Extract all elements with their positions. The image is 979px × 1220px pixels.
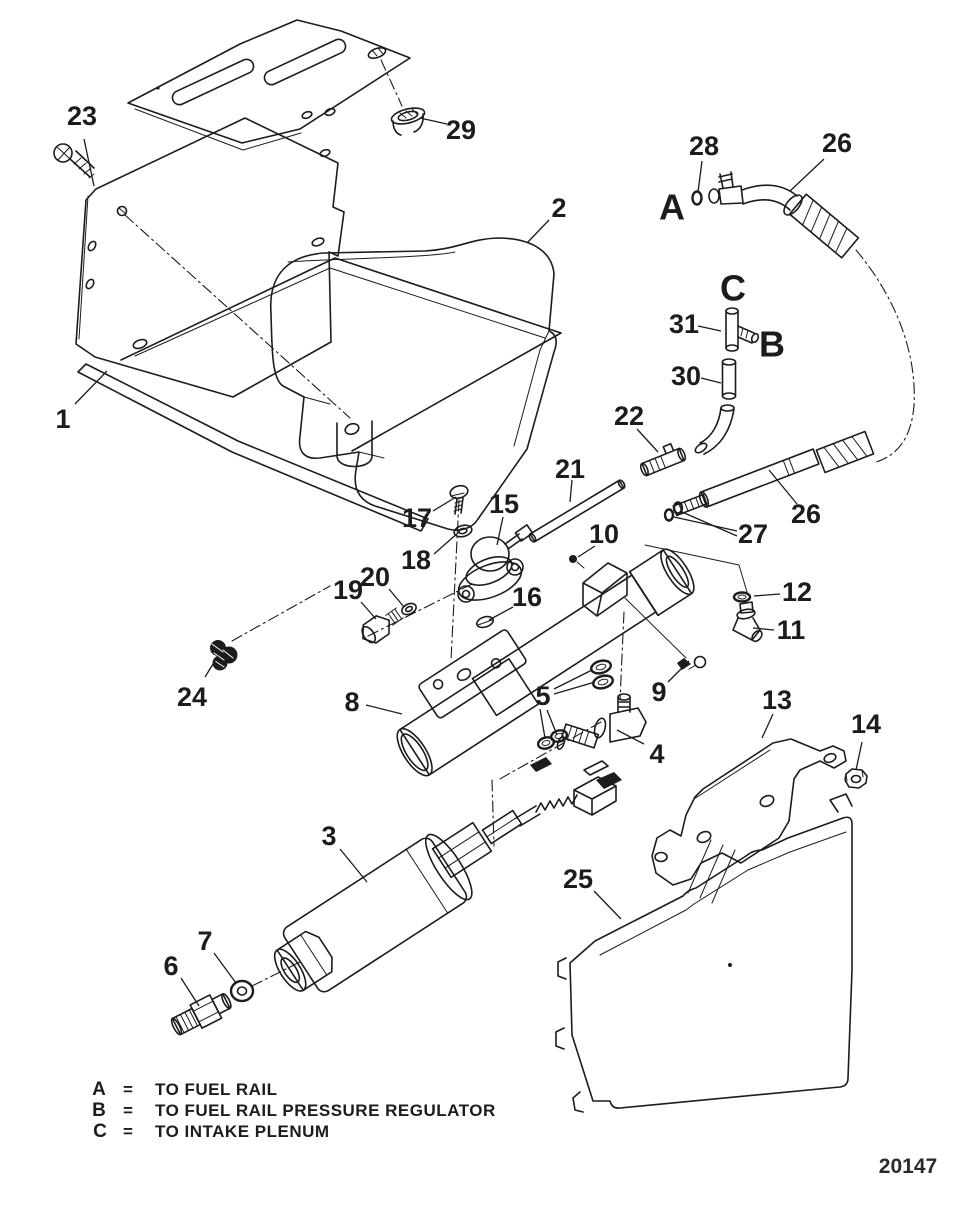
legend-eq-c: = bbox=[123, 1122, 133, 1141]
screw-9-part bbox=[689, 665, 696, 669]
leader-26 bbox=[790, 159, 824, 191]
screw-10 bbox=[569, 555, 584, 568]
fuel-pump-3-part-part bbox=[281, 835, 470, 995]
cover-2-part bbox=[337, 421, 372, 467]
fuel-pump-3-part bbox=[281, 829, 480, 995]
callout-26: 26 bbox=[821, 128, 853, 158]
linework bbox=[54, 20, 914, 1112]
screw-23-part bbox=[57, 147, 69, 160]
elbow-4-part bbox=[610, 708, 646, 742]
callout-17: 17 bbox=[401, 503, 433, 533]
grommets-24 bbox=[210, 640, 238, 671]
fitting-22-part bbox=[649, 456, 665, 473]
hose-30-part bbox=[723, 362, 736, 396]
orings-5-part bbox=[597, 678, 608, 686]
bracket-13-part bbox=[655, 853, 667, 862]
callout-18: 18 bbox=[400, 545, 432, 575]
leader-13 bbox=[762, 714, 773, 738]
nut-14-part bbox=[852, 776, 861, 783]
leader-11 bbox=[753, 628, 774, 630]
leader-1 bbox=[75, 371, 107, 404]
drawing-number: 20147 bbox=[878, 1155, 938, 1178]
washer-18 bbox=[453, 523, 473, 538]
harness-spring bbox=[536, 795, 577, 812]
leader-7 bbox=[214, 953, 236, 983]
bracket-13-part bbox=[823, 752, 837, 764]
hose-assembly-26-lower-part-part bbox=[783, 458, 794, 475]
bracket-13-part bbox=[694, 750, 770, 799]
bracket-13 bbox=[652, 739, 846, 885]
orings-27-part bbox=[665, 510, 673, 521]
leader-28 bbox=[698, 161, 702, 192]
leader-23 bbox=[84, 139, 94, 186]
callout-22: 22 bbox=[613, 401, 645, 431]
hose-30-part bbox=[721, 405, 734, 411]
oring-12-part bbox=[738, 595, 746, 599]
callout-20: 20 bbox=[359, 562, 391, 592]
cover-2-part bbox=[344, 422, 361, 436]
leader-16 bbox=[489, 607, 513, 620]
legend-eq-b: = bbox=[123, 1101, 133, 1120]
leader-27 bbox=[674, 517, 737, 531]
regulator-15-part bbox=[463, 591, 470, 598]
screw-9-part bbox=[695, 657, 706, 668]
grommet-29 bbox=[390, 105, 426, 135]
fuel-rail-8-part-part bbox=[455, 667, 472, 683]
screw-10-part bbox=[577, 562, 584, 568]
leader-30 bbox=[701, 378, 721, 383]
bolt-19-part bbox=[359, 624, 378, 644]
hose-assembly-26-lower-part bbox=[816, 431, 873, 472]
washer-18-part bbox=[453, 523, 473, 538]
bolt-17-part bbox=[451, 493, 464, 496]
hose-assembly-26-lower-part-part bbox=[673, 495, 706, 516]
nut-14 bbox=[845, 769, 867, 788]
bracket-13-part bbox=[759, 794, 776, 809]
callout-15: 15 bbox=[488, 489, 520, 519]
leader-18 bbox=[434, 532, 459, 554]
callout-9: 9 bbox=[651, 677, 667, 707]
elbow-4-part bbox=[593, 717, 608, 739]
fuel-pump-3-part bbox=[516, 806, 540, 826]
fitting-6 bbox=[168, 988, 235, 1039]
hose-30-part bbox=[723, 359, 736, 365]
screw-10-part bbox=[569, 555, 577, 563]
callout-28: 28 bbox=[688, 131, 720, 161]
legend-key-a: A bbox=[92, 1079, 106, 1100]
bracket-13-part bbox=[652, 739, 846, 885]
orings-5-part bbox=[595, 663, 606, 671]
leader-22 bbox=[637, 429, 658, 452]
leader-8 bbox=[366, 705, 402, 714]
callout-29: 29 bbox=[445, 115, 477, 145]
screw-23 bbox=[54, 144, 94, 178]
tee-fitting-31-part bbox=[726, 308, 738, 314]
legend-eq-a: = bbox=[123, 1080, 133, 1099]
washer-7-part bbox=[231, 981, 253, 1001]
leader-27 bbox=[682, 512, 737, 536]
plug-16 bbox=[475, 615, 494, 630]
mounting-bracket-1-part bbox=[119, 208, 126, 214]
bolt-17-part bbox=[449, 484, 469, 500]
orings-5-part bbox=[592, 674, 614, 691]
hose-assembly-26-upper-part bbox=[719, 186, 743, 204]
leader-3 bbox=[340, 849, 367, 882]
mounting-bracket-1-part bbox=[85, 278, 96, 290]
cover-25-part bbox=[600, 832, 846, 955]
legend-label-a: TO FUEL RAIL bbox=[155, 1080, 278, 1099]
cover-25-part bbox=[830, 794, 852, 812]
centerlines-part bbox=[381, 60, 402, 106]
harness-connector-part bbox=[530, 757, 552, 772]
callout-7: 7 bbox=[197, 926, 213, 956]
centerlines-part bbox=[232, 586, 330, 641]
tee-fitting-31-part bbox=[726, 311, 738, 348]
legend-key-b: B bbox=[92, 1100, 106, 1121]
oring-12-part bbox=[734, 593, 750, 602]
harness-connector-part bbox=[584, 761, 608, 775]
flow-letter-B: B bbox=[759, 323, 785, 365]
tee-fitting-31 bbox=[726, 308, 760, 351]
orings-5-part bbox=[590, 659, 612, 676]
callout-11: 11 bbox=[776, 615, 806, 645]
callout-25: 25 bbox=[562, 864, 594, 894]
leader-2 bbox=[527, 220, 549, 243]
mounting-bracket-1-part bbox=[324, 107, 335, 116]
washer-20-part bbox=[400, 601, 418, 616]
regulator-15-part bbox=[507, 559, 523, 575]
elbow-11 bbox=[733, 602, 764, 643]
bolt-19 bbox=[357, 604, 406, 648]
fuel-rail-8-part-part bbox=[432, 678, 444, 690]
mounting-bracket-1-part bbox=[367, 46, 387, 61]
mounting-bracket-1-part bbox=[128, 20, 410, 143]
leader-20 bbox=[389, 589, 404, 607]
legend-label-b: TO FUEL RAIL PRESSURE REGULATOR bbox=[155, 1101, 496, 1120]
legend bbox=[92, 1079, 496, 1142]
callout-13: 13 bbox=[761, 685, 793, 715]
mounting-bracket-1-part bbox=[311, 237, 325, 248]
callout-2: 2 bbox=[551, 193, 567, 223]
callout-16: 16 bbox=[511, 582, 543, 612]
hose-assembly-26-upper-part-part bbox=[790, 194, 859, 258]
pump-hex-nut bbox=[269, 927, 339, 996]
hose-assembly-26-lower-part bbox=[673, 495, 706, 516]
callout-12: 12 bbox=[781, 577, 813, 607]
leader-31 bbox=[698, 326, 721, 331]
callout-10: 10 bbox=[588, 519, 620, 549]
mounting-bracket-1-part bbox=[319, 148, 330, 157]
leader-5 bbox=[540, 709, 545, 738]
leader-14 bbox=[856, 742, 862, 770]
washer-7 bbox=[231, 981, 253, 1001]
washer-18-part bbox=[458, 528, 467, 535]
oring-12 bbox=[734, 593, 750, 602]
callout-27: 27 bbox=[737, 519, 769, 549]
hose-assembly-26-lower-part-part bbox=[816, 431, 873, 472]
callout-6: 6 bbox=[163, 951, 179, 981]
centerlines-part bbox=[620, 612, 624, 700]
leader-29 bbox=[420, 118, 447, 124]
callout-4: 4 bbox=[649, 739, 665, 769]
mounting-bracket-1-part bbox=[121, 258, 561, 451]
callout-31: 31 bbox=[668, 309, 700, 339]
elbow-11-part bbox=[750, 629, 764, 643]
screw-9-part bbox=[677, 658, 691, 670]
callout-26: 26 bbox=[790, 499, 822, 529]
callout-14: 14 bbox=[850, 709, 882, 739]
callout-23: 23 bbox=[66, 101, 98, 131]
mounting-bracket-1-part bbox=[262, 37, 348, 87]
mounting-bracket-1-part bbox=[135, 109, 301, 150]
mounting-bracket-1-part bbox=[87, 240, 98, 252]
regulator-15-part bbox=[471, 537, 509, 571]
mounting-bracket-1-part bbox=[135, 268, 545, 356]
callout-30: 30 bbox=[670, 361, 702, 391]
callout-3: 3 bbox=[321, 821, 337, 851]
hose-assembly-26-upper-part bbox=[719, 172, 733, 188]
fitting-22 bbox=[636, 440, 686, 476]
orings-5-part bbox=[542, 740, 551, 747]
cover-25-part bbox=[728, 963, 732, 967]
hose-assembly-26-upper-part bbox=[709, 189, 719, 203]
leader-5 bbox=[547, 710, 557, 735]
callout-19: 19 bbox=[332, 575, 364, 605]
leader-19 bbox=[361, 602, 376, 619]
callout-5: 5 bbox=[535, 681, 551, 711]
fuel-pump-3-part bbox=[483, 810, 522, 843]
leader-5 bbox=[554, 682, 595, 694]
mounting-bracket-1-part bbox=[79, 196, 88, 339]
leader-6 bbox=[181, 978, 199, 1006]
callout-24: 24 bbox=[176, 682, 208, 712]
flow-letter-C: C bbox=[720, 267, 746, 309]
cover-25-part bbox=[570, 817, 852, 1108]
hose-30-part bbox=[700, 408, 734, 454]
fuel-rail-8-part bbox=[418, 528, 700, 746]
washer-20-part bbox=[405, 606, 413, 613]
callout-1: 1 bbox=[55, 404, 71, 434]
mounting-bracket-1 bbox=[76, 20, 561, 531]
stray-dot bbox=[156, 86, 159, 89]
leader-5 bbox=[554, 670, 592, 689]
nut-14-part bbox=[845, 769, 867, 788]
grommet-29-part bbox=[390, 105, 426, 127]
legend-label-c: TO INTAKE PLENUM bbox=[155, 1122, 330, 1141]
callout-8: 8 bbox=[344, 687, 360, 717]
callout-labels bbox=[55, 101, 881, 981]
flow-letter-A: A bbox=[659, 186, 685, 228]
callout-21: 21 bbox=[554, 454, 586, 484]
hose-assembly-26-upper bbox=[709, 172, 858, 258]
legend-key-c: C bbox=[93, 1121, 107, 1142]
oring-28 bbox=[693, 192, 702, 205]
fuel-pump-3-part-part bbox=[406, 849, 447, 913]
hose-assembly-26-upper-part bbox=[742, 185, 797, 210]
washer-20 bbox=[400, 601, 418, 616]
leader-17 bbox=[433, 497, 456, 511]
centerlines-part bbox=[492, 780, 494, 846]
leader-12 bbox=[754, 594, 780, 596]
elbow-11-part bbox=[733, 618, 760, 640]
washer-7-part bbox=[238, 987, 247, 995]
fuel-rail-8-part bbox=[391, 659, 539, 781]
assembly-line-9 bbox=[625, 598, 686, 658]
cover-25-part bbox=[556, 958, 583, 1112]
mounting-bracket-1-part bbox=[301, 110, 312, 119]
mounting-bracket-1-part bbox=[170, 57, 256, 107]
leader-25 bbox=[594, 891, 621, 919]
cover-2-part bbox=[288, 252, 455, 262]
centerlines-part bbox=[451, 500, 459, 660]
tee-fitting-31-part bbox=[726, 345, 738, 351]
harness-connector-part bbox=[596, 772, 622, 789]
hose-assembly-26-upper-part bbox=[790, 194, 859, 258]
fuel-pump-3-part-part bbox=[487, 817, 517, 837]
hose-30-part bbox=[723, 393, 736, 399]
damper-block bbox=[583, 563, 627, 616]
leader-4 bbox=[617, 730, 644, 744]
